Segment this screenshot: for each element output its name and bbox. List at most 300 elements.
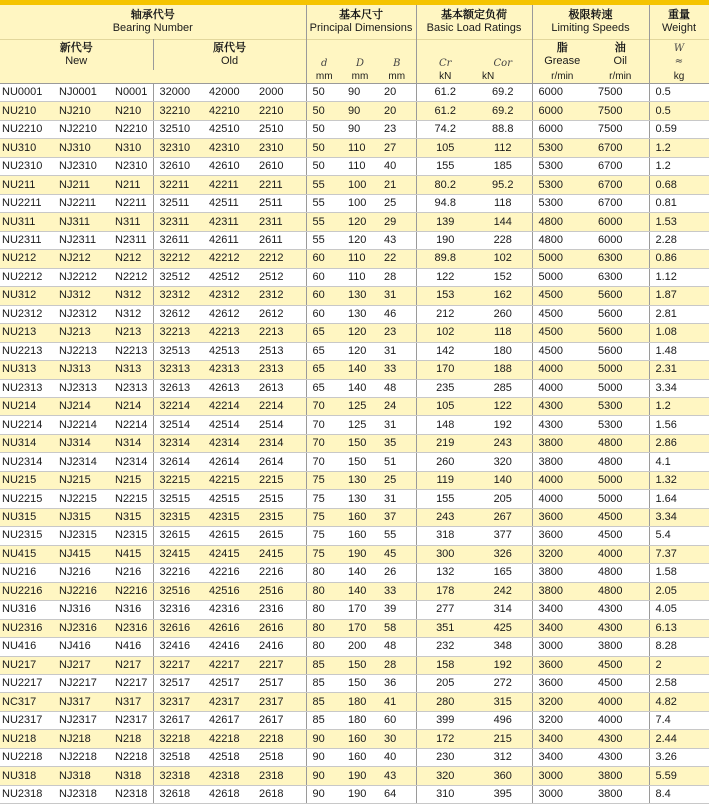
cell-new-nu: NU314	[0, 434, 57, 452]
cell-cor: 348	[474, 638, 532, 656]
cell-old-2: 42315	[203, 508, 253, 526]
table-row	[0, 231, 709, 249]
cell-new-nj: NJ2311	[57, 231, 113, 249]
cell-new-n: N2218	[113, 748, 153, 766]
table-row	[0, 601, 709, 619]
dimensions-cn: 基本尺寸	[339, 9, 383, 21]
cell-new-nj: NJ2218	[57, 748, 113, 766]
cell-old-1: 32617	[153, 711, 203, 729]
cell-oil-speed: 4800	[592, 453, 649, 471]
cell-dim-D: 90	[342, 120, 378, 138]
cell-old-2: 42416	[203, 638, 253, 656]
header-row-1	[0, 5, 709, 40]
cell-dim-D: 110	[342, 268, 378, 286]
cell-new-nj: NJ214	[57, 397, 113, 415]
old-code-en: Old	[220, 55, 239, 67]
cell-new-nu: NU2311	[0, 231, 57, 249]
cell-old-3: 2512	[253, 268, 306, 286]
cell-old-1: 32310	[153, 139, 203, 157]
cell-new-nj: NJ2314	[57, 453, 113, 471]
cell-old-1: 32317	[153, 693, 203, 711]
cell-weight: 6.13	[649, 619, 709, 637]
cell-old-1: 32318	[153, 767, 203, 785]
cell-old-3: 2514	[253, 416, 306, 434]
cell-new-nj: NJ314	[57, 434, 113, 452]
cell-old-2: 42617	[203, 711, 253, 729]
cell-new-nj: NJ2214	[57, 416, 113, 434]
cell-old-3: 2517	[253, 675, 306, 693]
cell-new-nj: NJ2211	[57, 194, 113, 212]
cell-cor: 242	[474, 582, 532, 600]
cell-dim-B: 39	[378, 601, 416, 619]
cell-weight: 1.64	[649, 490, 709, 508]
cell-dim-B: 46	[378, 305, 416, 323]
header-row-2	[0, 40, 709, 71]
cell-new-n: N2313	[113, 379, 153, 397]
cell-dim-d: 60	[306, 305, 342, 323]
cell-grease-speed: 3800	[532, 564, 592, 582]
cell-cor: 95.2	[474, 176, 532, 194]
cell-old-1: 32211	[153, 176, 203, 194]
cell-dim-D: 180	[342, 711, 378, 729]
cell-weight: 2.44	[649, 730, 709, 748]
ratings-header	[416, 5, 532, 40]
grease-cn: 脂	[556, 42, 568, 54]
cell-dim-D: 190	[342, 785, 378, 803]
cell-dim-D: 90	[342, 84, 378, 102]
cell-cr: 212	[416, 305, 474, 323]
cell-grease-speed: 4000	[532, 379, 592, 397]
cell-old-1: 32513	[153, 342, 203, 360]
cell-old-3: 2610	[253, 157, 306, 175]
cell-cr: 219	[416, 434, 474, 452]
cell-weight: 5.4	[649, 527, 709, 545]
cell-cr: 230	[416, 748, 474, 766]
cell-cr: 318	[416, 527, 474, 545]
cell-grease-speed: 6000	[532, 102, 592, 120]
cell-old-3: 2618	[253, 785, 306, 803]
oil-cn: 油	[614, 42, 626, 54]
cell-grease-speed: 4800	[532, 213, 592, 231]
cell-old-3: 2511	[253, 194, 306, 212]
cell-dim-D: 120	[342, 324, 378, 342]
cell-old-1: 32216	[153, 564, 203, 582]
cell-weight: 2.58	[649, 675, 709, 693]
cell-new-n: N2318	[113, 785, 153, 803]
cell-old-3: 2216	[253, 564, 306, 582]
table-row	[0, 434, 709, 452]
cell-dim-B: 27	[378, 139, 416, 157]
cell-new-n: N2212	[113, 268, 153, 286]
cell-weight: 4.82	[649, 693, 709, 711]
cell-oil-speed: 5600	[592, 324, 649, 342]
cell-cor: 312	[474, 748, 532, 766]
cell-cor: 425	[474, 619, 532, 637]
cell-dim-d: 70	[306, 416, 342, 434]
cell-dim-d: 75	[306, 508, 342, 526]
cell-new-nj: NJ318	[57, 767, 113, 785]
cell-new-nu: NU2315	[0, 527, 57, 545]
cell-old-2: 42611	[203, 231, 253, 249]
cell-old-3: 2518	[253, 748, 306, 766]
cell-old-3: 2415	[253, 545, 306, 563]
table-body	[0, 84, 709, 804]
cell-new-nj: NJ313	[57, 361, 113, 379]
cell-oil-speed: 4000	[592, 545, 649, 563]
table-row	[0, 268, 709, 286]
cell-weight: 7.37	[649, 545, 709, 563]
cell-cor: 377	[474, 527, 532, 545]
cell-new-nj: NJ312	[57, 287, 113, 305]
cell-dim-d: 80	[306, 601, 342, 619]
cell-cor: 215	[474, 730, 532, 748]
cell-new-n: N214	[113, 397, 153, 415]
new-code-header	[0, 40, 153, 71]
cell-old-2: 42212	[203, 250, 253, 268]
cell-oil-speed: 3800	[592, 638, 649, 656]
cell-new-nu: NU215	[0, 471, 57, 489]
cell-cr: 122	[416, 268, 474, 286]
cell-grease-speed: 3600	[532, 508, 592, 526]
cell-weight: 2.81	[649, 305, 709, 323]
cell-grease-speed: 4000	[532, 490, 592, 508]
cell-new-n: N2314	[113, 453, 153, 471]
ratings-en: Basic Load Ratings	[426, 22, 522, 34]
table-row	[0, 490, 709, 508]
cell-dim-D: 140	[342, 379, 378, 397]
cell-cor: 314	[474, 601, 532, 619]
cell-cr: 94.8	[416, 194, 474, 212]
cell-dim-D: 125	[342, 416, 378, 434]
speeds-en: Limiting Speeds	[551, 22, 630, 34]
cell-dim-d: 80	[306, 564, 342, 582]
cell-new-n: N216	[113, 564, 153, 582]
cell-cr: 310	[416, 785, 474, 803]
cell-dim-B: 31	[378, 342, 416, 360]
cell-dim-B: 33	[378, 582, 416, 600]
cell-old-1: 32313	[153, 361, 203, 379]
cell-old-2: 42218	[203, 730, 253, 748]
cell-oil-speed: 5000	[592, 490, 649, 508]
cell-cr: 61.2	[416, 84, 474, 102]
cell-old-2: 42614	[203, 453, 253, 471]
cell-new-n: N213	[113, 324, 153, 342]
cell-dim-D: 140	[342, 361, 378, 379]
cell-old-1: 32416	[153, 638, 203, 656]
cell-new-n: N2210	[113, 120, 153, 138]
cell-dim-B: 36	[378, 675, 416, 693]
cell-dim-D: 110	[342, 250, 378, 268]
cell-new-nj: NJ216	[57, 564, 113, 582]
cell-grease-speed: 5300	[532, 176, 592, 194]
cell-new-nu: NU2312	[0, 305, 57, 323]
cell-oil-speed: 6300	[592, 250, 649, 268]
cell-dim-D: 160	[342, 527, 378, 545]
cell-dim-D: 190	[342, 767, 378, 785]
cell-dim-D: 90	[342, 102, 378, 120]
cell-dim-B: 25	[378, 471, 416, 489]
cell-cr: 170	[416, 361, 474, 379]
table-row	[0, 656, 709, 674]
cell-new-nu: NU316	[0, 601, 57, 619]
cell-oil-speed: 4300	[592, 601, 649, 619]
cell-cor: 69.2	[474, 102, 532, 120]
table-row	[0, 564, 709, 582]
unit-B: mm	[378, 70, 416, 84]
cell-new-nj: NJ0001	[57, 84, 113, 102]
cell-old-1: 32615	[153, 527, 203, 545]
cell-new-nj: NJ211	[57, 176, 113, 194]
cell-dim-D: 190	[342, 545, 378, 563]
cell-new-nj: NJ2313	[57, 379, 113, 397]
cell-oil-speed: 5600	[592, 287, 649, 305]
unit-cor: kN	[474, 70, 532, 84]
cell-dim-d: 90	[306, 730, 342, 748]
cell-dim-d: 75	[306, 471, 342, 489]
cell-oil-speed: 4500	[592, 656, 649, 674]
cell-grease-speed: 3000	[532, 638, 592, 656]
cell-dim-B: 60	[378, 711, 416, 729]
cell-new-nj: NJ212	[57, 250, 113, 268]
cell-old-1: 32312	[153, 287, 203, 305]
cell-new-n: N314	[113, 434, 153, 452]
cell-old-1: 32316	[153, 601, 203, 619]
cell-oil-speed: 5600	[592, 342, 649, 360]
cell-grease-speed: 4500	[532, 324, 592, 342]
cell-new-n: N416	[113, 638, 153, 656]
cell-grease-speed: 5300	[532, 139, 592, 157]
table-row	[0, 305, 709, 323]
cell-new-n: N210	[113, 102, 153, 120]
cell-grease-speed: 5300	[532, 194, 592, 212]
cell-old-2: 42215	[203, 471, 253, 489]
cell-old-1: 32612	[153, 305, 203, 323]
cell-dim-D: 110	[342, 139, 378, 157]
cell-weight: 4.05	[649, 601, 709, 619]
weight-cn: 重量	[668, 9, 690, 21]
table-row	[0, 545, 709, 563]
table-row	[0, 453, 709, 471]
cell-old-3: 2315	[253, 508, 306, 526]
cell-new-nj: NJ2316	[57, 619, 113, 637]
cell-dim-d: 80	[306, 582, 342, 600]
table-row	[0, 785, 709, 803]
cell-new-nj: NJ2213	[57, 342, 113, 360]
cell-old-3: 2615	[253, 527, 306, 545]
cell-dim-d: 50	[306, 84, 342, 102]
cell-old-3: 2510	[253, 120, 306, 138]
cell-cr: 172	[416, 730, 474, 748]
cell-old-3: 2211	[253, 176, 306, 194]
cell-old-3: 2616	[253, 619, 306, 637]
cell-new-nu: NU211	[0, 176, 57, 194]
cell-dim-d: 65	[306, 379, 342, 397]
cell-grease-speed: 3400	[532, 619, 592, 637]
cell-new-nu: NU0001	[0, 84, 57, 102]
cell-weight: 1.87	[649, 287, 709, 305]
cell-old-3: 2617	[253, 711, 306, 729]
cell-old-2: 42211	[203, 176, 253, 194]
cell-grease-speed: 6000	[532, 84, 592, 102]
cell-old-1: 32212	[153, 250, 203, 268]
cell-new-nu: NU311	[0, 213, 57, 231]
cell-dim-B: 24	[378, 397, 416, 415]
cell-dim-d: 75	[306, 545, 342, 563]
cell-oil-speed: 6700	[592, 157, 649, 175]
cell-weight: 2.86	[649, 434, 709, 452]
cell-dim-D: 160	[342, 748, 378, 766]
cell-new-nu: NU415	[0, 545, 57, 563]
table-row	[0, 748, 709, 766]
cell-new-n: N2315	[113, 527, 153, 545]
bearing-number-header	[0, 5, 306, 40]
cell-dim-d: 80	[306, 638, 342, 656]
cell-dim-B: 25	[378, 194, 416, 212]
cell-cor: 315	[474, 693, 532, 711]
cell-cr: 277	[416, 601, 474, 619]
cell-cr: 119	[416, 471, 474, 489]
cell-cor: 395	[474, 785, 532, 803]
old-code-cn: 原代号	[213, 42, 246, 54]
cell-weight: 2.28	[649, 231, 709, 249]
cell-dim-D: 150	[342, 434, 378, 452]
table-row	[0, 287, 709, 305]
cell-old-2: 42510	[203, 120, 253, 138]
cell-weight: 2.05	[649, 582, 709, 600]
cell-cor: 320	[474, 453, 532, 471]
cell-old-3: 2313	[253, 361, 306, 379]
cell-new-nu: NU416	[0, 638, 57, 656]
cell-old-1: 32311	[153, 213, 203, 231]
cell-cor: 102	[474, 250, 532, 268]
cell-weight: 3.34	[649, 508, 709, 526]
cell-old-3: 2612	[253, 305, 306, 323]
cell-old-1: 32315	[153, 508, 203, 526]
cell-old-3: 2516	[253, 582, 306, 600]
cell-cor: 285	[474, 379, 532, 397]
cell-new-nj: NJ415	[57, 545, 113, 563]
cell-dim-D: 130	[342, 305, 378, 323]
cell-old-1: 32518	[153, 748, 203, 766]
cell-grease-speed: 3200	[532, 545, 592, 563]
table-row	[0, 102, 709, 120]
cell-cor: 152	[474, 268, 532, 286]
cell-cor: 272	[474, 675, 532, 693]
cell-oil-speed: 4300	[592, 730, 649, 748]
cell-grease-speed: 5300	[532, 157, 592, 175]
table-row	[0, 84, 709, 102]
sym-d: d	[306, 40, 342, 71]
cell-new-nj: NJ2217	[57, 675, 113, 693]
cell-dim-D: 150	[342, 656, 378, 674]
cell-cr: 61.2	[416, 102, 474, 120]
cell-cr: 74.2	[416, 120, 474, 138]
cell-cr: 105	[416, 139, 474, 157]
cell-old-2: 42516	[203, 582, 253, 600]
cell-cr: 142	[416, 342, 474, 360]
cell-weight: 1.2	[649, 397, 709, 415]
cell-oil-speed: 6700	[592, 139, 649, 157]
cell-cor: 326	[474, 545, 532, 563]
cell-grease-speed: 5000	[532, 268, 592, 286]
table-row	[0, 619, 709, 637]
cell-dim-B: 40	[378, 157, 416, 175]
cell-new-nu: NU2310	[0, 157, 57, 175]
cell-cor: 360	[474, 767, 532, 785]
cell-new-n: N2213	[113, 342, 153, 360]
table-row	[0, 397, 709, 415]
cell-old-1: 32515	[153, 490, 203, 508]
cell-grease-speed: 3800	[532, 434, 592, 452]
cell-weight: 1.32	[649, 471, 709, 489]
cell-dim-B: 31	[378, 490, 416, 508]
cell-dim-d: 85	[306, 693, 342, 711]
cell-cor: 162	[474, 287, 532, 305]
cell-old-1: 32613	[153, 379, 203, 397]
cell-dim-B: 48	[378, 638, 416, 656]
cell-new-nu: NU2212	[0, 268, 57, 286]
cell-oil-speed: 4800	[592, 434, 649, 452]
cell-cr: 148	[416, 416, 474, 434]
cell-cr: 205	[416, 675, 474, 693]
cell-dim-d: 50	[306, 120, 342, 138]
cell-new-n: N2317	[113, 711, 153, 729]
table-row	[0, 120, 709, 138]
unit-D: mm	[342, 70, 378, 84]
cell-dim-d: 50	[306, 157, 342, 175]
cell-weight: 0.5	[649, 102, 709, 120]
cell-new-nj: NJ2318	[57, 785, 113, 803]
table-row	[0, 194, 709, 212]
cell-cr: 260	[416, 453, 474, 471]
cell-new-nu: NU216	[0, 564, 57, 582]
cell-weight: 1.08	[649, 324, 709, 342]
cell-dim-D: 120	[342, 342, 378, 360]
cell-new-nj: NJ2312	[57, 305, 113, 323]
cell-new-nu: NU212	[0, 250, 57, 268]
cell-dim-d: 85	[306, 656, 342, 674]
cell-old-3: 2217	[253, 656, 306, 674]
cell-old-3: 2317	[253, 693, 306, 711]
cell-dim-d: 60	[306, 287, 342, 305]
cell-dim-D: 160	[342, 508, 378, 526]
cell-dim-B: 37	[378, 508, 416, 526]
cell-new-nu: NU315	[0, 508, 57, 526]
cell-new-nj: NJ2210	[57, 120, 113, 138]
cell-cr: 300	[416, 545, 474, 563]
cell-oil-speed: 5000	[592, 379, 649, 397]
cell-oil-speed: 5300	[592, 397, 649, 415]
cell-weight: 1.2	[649, 139, 709, 157]
cell-new-n: N2216	[113, 582, 153, 600]
cell-old-1: 32614	[153, 453, 203, 471]
cell-dim-d: 85	[306, 675, 342, 693]
cell-dim-B: 41	[378, 693, 416, 711]
cell-dim-d: 75	[306, 490, 342, 508]
cell-new-n: N215	[113, 471, 153, 489]
unit-grease: r/min	[532, 70, 592, 84]
cell-grease-speed: 3400	[532, 748, 592, 766]
cell-old-1: 32415	[153, 545, 203, 563]
cell-old-1: 32215	[153, 471, 203, 489]
cell-oil-speed: 7500	[592, 102, 649, 120]
table-row	[0, 582, 709, 600]
cell-dim-d: 90	[306, 785, 342, 803]
cell-new-nj: NJ218	[57, 730, 113, 748]
cell-old-3: 2312	[253, 287, 306, 305]
cell-grease-speed: 3200	[532, 711, 592, 729]
cell-dim-D: 170	[342, 619, 378, 637]
